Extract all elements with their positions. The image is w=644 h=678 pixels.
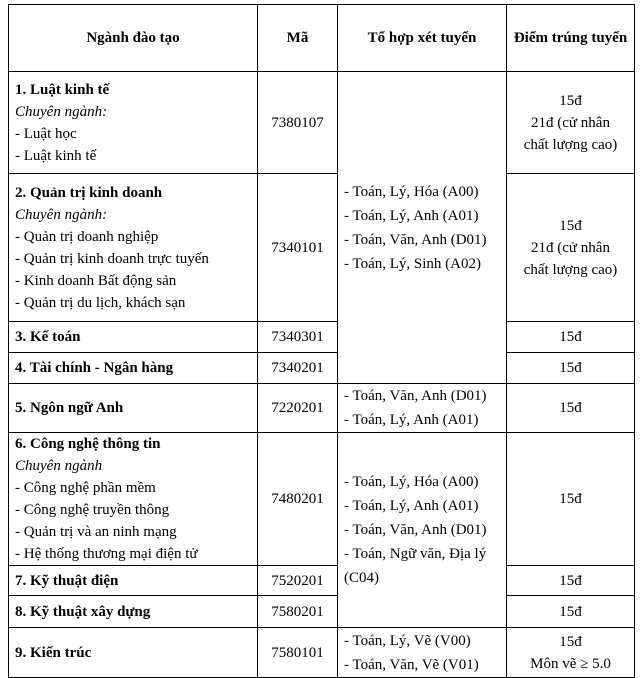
table-row	[9, 596, 635, 628]
program-cell	[9, 322, 258, 353]
code-cell: 7220201	[258, 384, 338, 433]
program-title: 7. Kỹ thuật điện	[15, 572, 119, 589]
specialization-item: - Quản trị doanh nghiệp	[15, 228, 159, 245]
combination-item: - Toán, Văn, Anh (D01)	[344, 231, 487, 248]
header-combination: Tổ hợp xét tuyển	[338, 5, 507, 72]
specialization-label: Chuyên ngành	[15, 458, 103, 474]
specialization-item: - Luật học	[15, 125, 77, 142]
program-cell	[9, 628, 258, 678]
score-cell: 15đ	[507, 596, 635, 628]
score-line: 21đ (cử nhân	[531, 114, 610, 131]
combination-cell	[338, 433, 507, 628]
specialization-item: - Quản trị và an ninh mạng	[15, 524, 177, 540]
table-row	[9, 174, 635, 322]
program-cell	[9, 174, 258, 322]
code-cell: 7340201	[258, 353, 338, 384]
specialization-item: - Luật kinh tế	[15, 147, 97, 164]
specialization-item: - Quản trị kinh doanh trực tuyến	[15, 250, 209, 267]
program-title: 5. Ngôn ngữ Anh	[15, 400, 124, 416]
table-row	[9, 566, 635, 596]
score-cell: 15đ	[507, 322, 635, 353]
table-row	[9, 628, 635, 678]
specialization-item: - Công nghệ truyền thông	[15, 502, 170, 518]
program-title: 6. Công nghệ thông tin	[15, 436, 161, 452]
combination-item: - Toán, Lý, Sinh (A02)	[344, 255, 481, 272]
combination-item: (C04)	[344, 570, 379, 586]
table-row	[9, 322, 635, 353]
combination-item: - Toán, Lý, Anh (A01)	[344, 207, 479, 224]
score-cell: 15đ	[507, 433, 635, 566]
program-cell	[9, 566, 258, 596]
combination-cell	[338, 72, 507, 384]
program-cell	[9, 433, 258, 566]
program-title: 4. Tài chính - Ngân hàng	[15, 360, 174, 376]
program-title: 8. Kỹ thuật xây dựng	[15, 603, 151, 620]
score-line: Môn vẽ ≥ 5.0	[530, 655, 611, 672]
combination-item: - Toán, Lý, Hóa (A00)	[344, 183, 479, 200]
score-line: 21đ (cử nhân	[531, 239, 610, 256]
code-cell: 7580101	[258, 628, 338, 678]
header-score: Điểm trúng tuyển	[507, 5, 635, 72]
header-row	[9, 5, 635, 72]
combination-item: - Toán, Lý, Vẽ (V00)	[344, 632, 471, 649]
header-program: Ngành đào tạo	[9, 5, 258, 72]
table-row	[9, 353, 635, 384]
combination-cell	[338, 628, 507, 678]
code-cell: 7340101	[258, 174, 338, 322]
specialization-item: - Công nghệ phần mềm	[15, 480, 156, 496]
combination-cell	[338, 384, 507, 433]
code-cell: 7340301	[258, 322, 338, 353]
code-cell: 7380107	[258, 72, 338, 174]
score-cell: 15đ	[507, 566, 635, 596]
table-row	[9, 72, 635, 174]
score-line: 15đ	[559, 217, 582, 234]
score-line: chất lượng cao)	[523, 136, 618, 153]
program-title: 2. Quản trị kinh doanh	[15, 184, 163, 201]
specialization-item: - Hệ thống thương mại điện tử	[15, 546, 198, 562]
combination-item: - Toán, Lý, Anh (A01)	[344, 412, 479, 428]
score-cell: 15đ	[507, 353, 635, 384]
specialization-label: Chuyên ngành:	[15, 206, 108, 223]
combination-item: - Toán, Văn, Vẽ (V01)	[344, 656, 479, 673]
program-cell	[9, 353, 258, 384]
score-cell	[507, 628, 635, 678]
program-cell	[9, 72, 258, 174]
combination-item: - Toán, Văn, Anh (D01)	[344, 388, 487, 404]
score-line: 15đ	[559, 633, 582, 650]
program-cell	[9, 384, 258, 433]
score-cell: 15đ	[507, 384, 635, 433]
score-line: 15đ	[559, 92, 582, 109]
code-cell: 7580201	[258, 596, 338, 628]
score-line: chất lượng cao)	[523, 261, 618, 278]
code-cell: 7480201	[258, 433, 338, 566]
specialization-label: Chuyên ngành:	[15, 103, 108, 120]
program-title: 1. Luật kinh tế	[15, 81, 110, 98]
score-cell	[507, 72, 635, 174]
combination-item: - Toán, Lý, Anh (A01)	[344, 498, 479, 514]
program-cell	[9, 596, 258, 628]
specialization-item: - Quản trị du lịch, khách sạn	[15, 294, 186, 311]
combination-item: - Toán, Ngữ văn, Địa lý	[344, 546, 487, 562]
combination-item: - Toán, Văn, Anh (D01)	[344, 522, 487, 538]
specialization-item: - Kinh doanh Bất động sản	[15, 272, 177, 289]
program-title: 3. Kế toán	[15, 329, 81, 345]
combination-item: - Toán, Lý, Hóa (A00)	[344, 474, 479, 490]
code-cell: 7520201	[258, 566, 338, 596]
table-row	[9, 384, 635, 433]
program-title: 9. Kiến trúc	[15, 644, 92, 661]
admissions-table	[8, 4, 635, 678]
score-cell	[507, 174, 635, 322]
table-row	[9, 433, 635, 566]
header-code: Mã	[258, 5, 338, 72]
